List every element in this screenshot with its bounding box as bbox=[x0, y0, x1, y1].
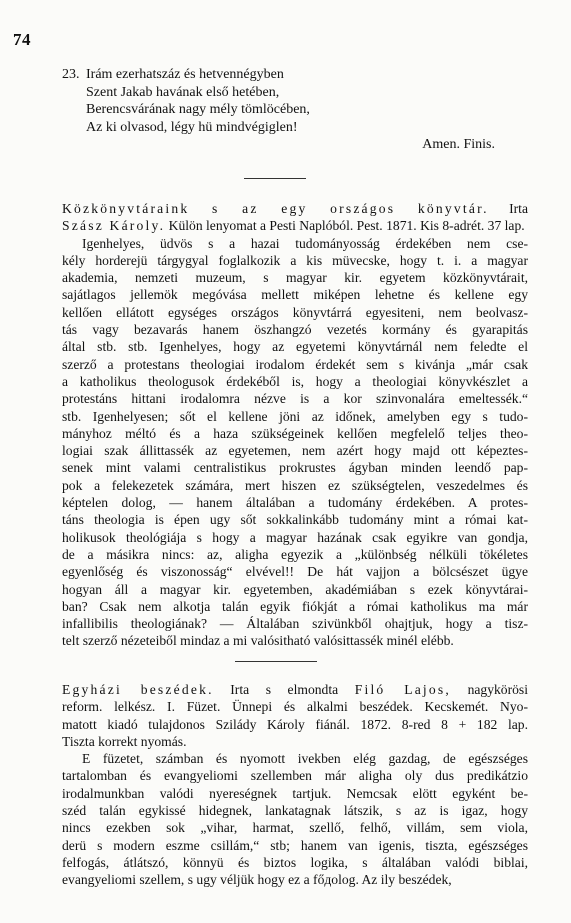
body-line: pok a felekezetek számára, mert hiszen ez szükségtelen, veszedelmes és bbox=[62, 477, 528, 493]
body-line: ban? Csak nem alkotja talán egyik fiókját a római katholikus ma már bbox=[62, 598, 528, 614]
review-kozkonyvtaraink bbox=[62, 200, 528, 650]
body-line: telt szerző nézeteiből mindaz a mi valósitható valósittassék minél elébb. bbox=[62, 633, 454, 649]
body-line: által stb. stb. Igenhelyes, hogy az egyetemi könyvtárnál nem feledte el bbox=[62, 339, 528, 355]
body-line: a katholikus theologusok érdekéből is, hogy a theologiai könyvkészlet a bbox=[62, 373, 528, 389]
review-title: Közkönyvtáraink s az egy országos könyvtár. bbox=[62, 201, 489, 216]
body-line: derü s modern eszme csillám,“ stb; hanem van igenis, tiszta, egészséges bbox=[62, 837, 528, 853]
body-line: kellően ellátott egységes országos könyvtárrá egyesiteni, nem beolvasz- bbox=[62, 304, 528, 320]
review-heading-line-2 bbox=[62, 217, 528, 234]
body-line: E füzetet, számban és nyomott ivekben elég gazdag, de egészséges bbox=[82, 751, 528, 767]
review-body bbox=[62, 750, 528, 888]
review-body bbox=[62, 235, 528, 650]
body-line: evangyeliomi szellem, s ugy véljük hogy ez a főдolog. Az ily beszédek, bbox=[62, 872, 452, 888]
body-line: felfogás, átlátszó, könnyü és biztos logika, s általában valódi biblai, bbox=[62, 854, 528, 870]
body-line: egyenlőség és viszonosság“ elvével!! De hát vajjon a bölcsészet ügye bbox=[62, 564, 528, 580]
review-author: Szász Károly. bbox=[62, 218, 166, 234]
body-line: akademia, nemzeti muzeum, s magyar kir. egyetem közkönyvtárait, bbox=[62, 270, 528, 286]
poem-number: 23. bbox=[62, 67, 80, 82]
closing-amen: Amen. Finis. bbox=[422, 137, 495, 152]
section-divider bbox=[235, 661, 317, 662]
review-intro: Irta s elmondta bbox=[230, 682, 339, 697]
review-biblio: Külön lenyomat a Pesti Naplóból. Pest. 1871. Kis 8-adrét. 37 lap. bbox=[168, 218, 525, 234]
poem-line-3: Berencsvárának nagy mély tömlöcében, bbox=[86, 102, 310, 117]
body-line: széd talán egykissé hidegnek, lankatagnak látszik, s az is igaz, hogy bbox=[62, 803, 528, 819]
body-line: irodalmunkban valódi nyereségnek tartjuk. Nemcsak elött egyként be- bbox=[62, 785, 528, 801]
page-number: 74 bbox=[13, 30, 31, 49]
review-title: Egyházi beszédek. bbox=[62, 682, 214, 697]
body-line: protestáns hittani irodalomra nézve is a kor szinvonalára emeltessék.“ bbox=[62, 391, 528, 407]
review-intro-line: Tiszta korrekt nyomás. bbox=[62, 733, 187, 749]
body-line: holikusok theológiája s hogy a magyar hazának csak egyikre van gondja, bbox=[62, 529, 528, 545]
review-author: Filó Lajos, bbox=[354, 682, 451, 697]
body-line: Igenhelyes, üdvös s a hazai tudományosság érdekében nem cse- bbox=[82, 235, 528, 251]
body-line: hogyan áll a magyar kir. egyetemben, akadémiában s ezek könyvtárai- bbox=[62, 581, 528, 597]
poem-line-text: Irám ezerhatszáz és hetvennégyben bbox=[86, 67, 284, 82]
body-line: nincs ezekben sok „vihar, harmat, szellő, felhő, villám, sem viola, bbox=[62, 820, 528, 836]
body-line: tás vagy bezavarás hanem öszhangzó vezetés kormány és gyarapitás bbox=[62, 322, 528, 338]
review-heading-line-1 bbox=[62, 200, 528, 217]
body-line: stb. Igenhelyesen; sőt el kellene jöni az időnek, amelyben egy s tudo- bbox=[62, 408, 528, 424]
body-line: tartalomban és evangyeliomi szellemben már aligha oly dus predikátzio bbox=[62, 768, 528, 784]
review-heading-line-1 bbox=[62, 681, 528, 698]
poem-line-4: Az ki olvasod, légy hü mindvégiglen! bbox=[86, 119, 298, 135]
review-intro-line: matott kiadó tulajdonos Szilády Károly fiánál. 1872. 8-red 8 + 182 lap. bbox=[62, 716, 528, 732]
review-intro: Irta bbox=[509, 201, 528, 216]
body-line: szerző a protestans theologiai irodalom érdekét sem s kivánja „már csak bbox=[62, 356, 528, 372]
poem-line-2: Szent Jakab havának első hetében, bbox=[86, 84, 280, 100]
body-line: kély horderejü tárgygyal foglalkozik a kis müvecske, hogy t. i. a magyar bbox=[62, 252, 528, 268]
review-egyhazi-beszedek bbox=[62, 681, 528, 889]
body-line: képtelen dolog, — hanem általában a tudomány érdekében. A protes- bbox=[62, 495, 528, 511]
review-intro-line: reform. lelkész. I. Füzet. Ünnepi és alkalmi beszédek. Kecskemét. Nyo- bbox=[62, 699, 528, 715]
poem bbox=[62, 66, 542, 136]
poem-line-1 bbox=[62, 66, 542, 84]
body-line: táns theologia is épen ugy sőt sokkalinkább tudomány mint a római kat- bbox=[62, 512, 528, 528]
body-line: mányhoz méltó és a haza szükségeinek kellően megfelelő teljes theo- bbox=[62, 425, 528, 441]
section-divider bbox=[244, 178, 306, 179]
body-line: infallibilis theologiának? — Általában szivünkből ohajtjuk, hogy a tisz- bbox=[62, 616, 528, 632]
body-line: sajátlagos jellemök megóvása mellett miképen lehetne és kellene egy bbox=[62, 287, 528, 303]
body-line: logiai szak állittassék az egyetemen, nem azért hogy majd ott képeztes- bbox=[62, 443, 528, 459]
body-line: senek mint valami centralistikus prokrustes ágyban minden leendő pap- bbox=[62, 460, 528, 476]
review-intro-cont: nagykörösi bbox=[467, 682, 528, 697]
body-line: de a másikra nincs: az, aligha egyezik a „különbség nélküli tökéletes bbox=[62, 546, 528, 562]
